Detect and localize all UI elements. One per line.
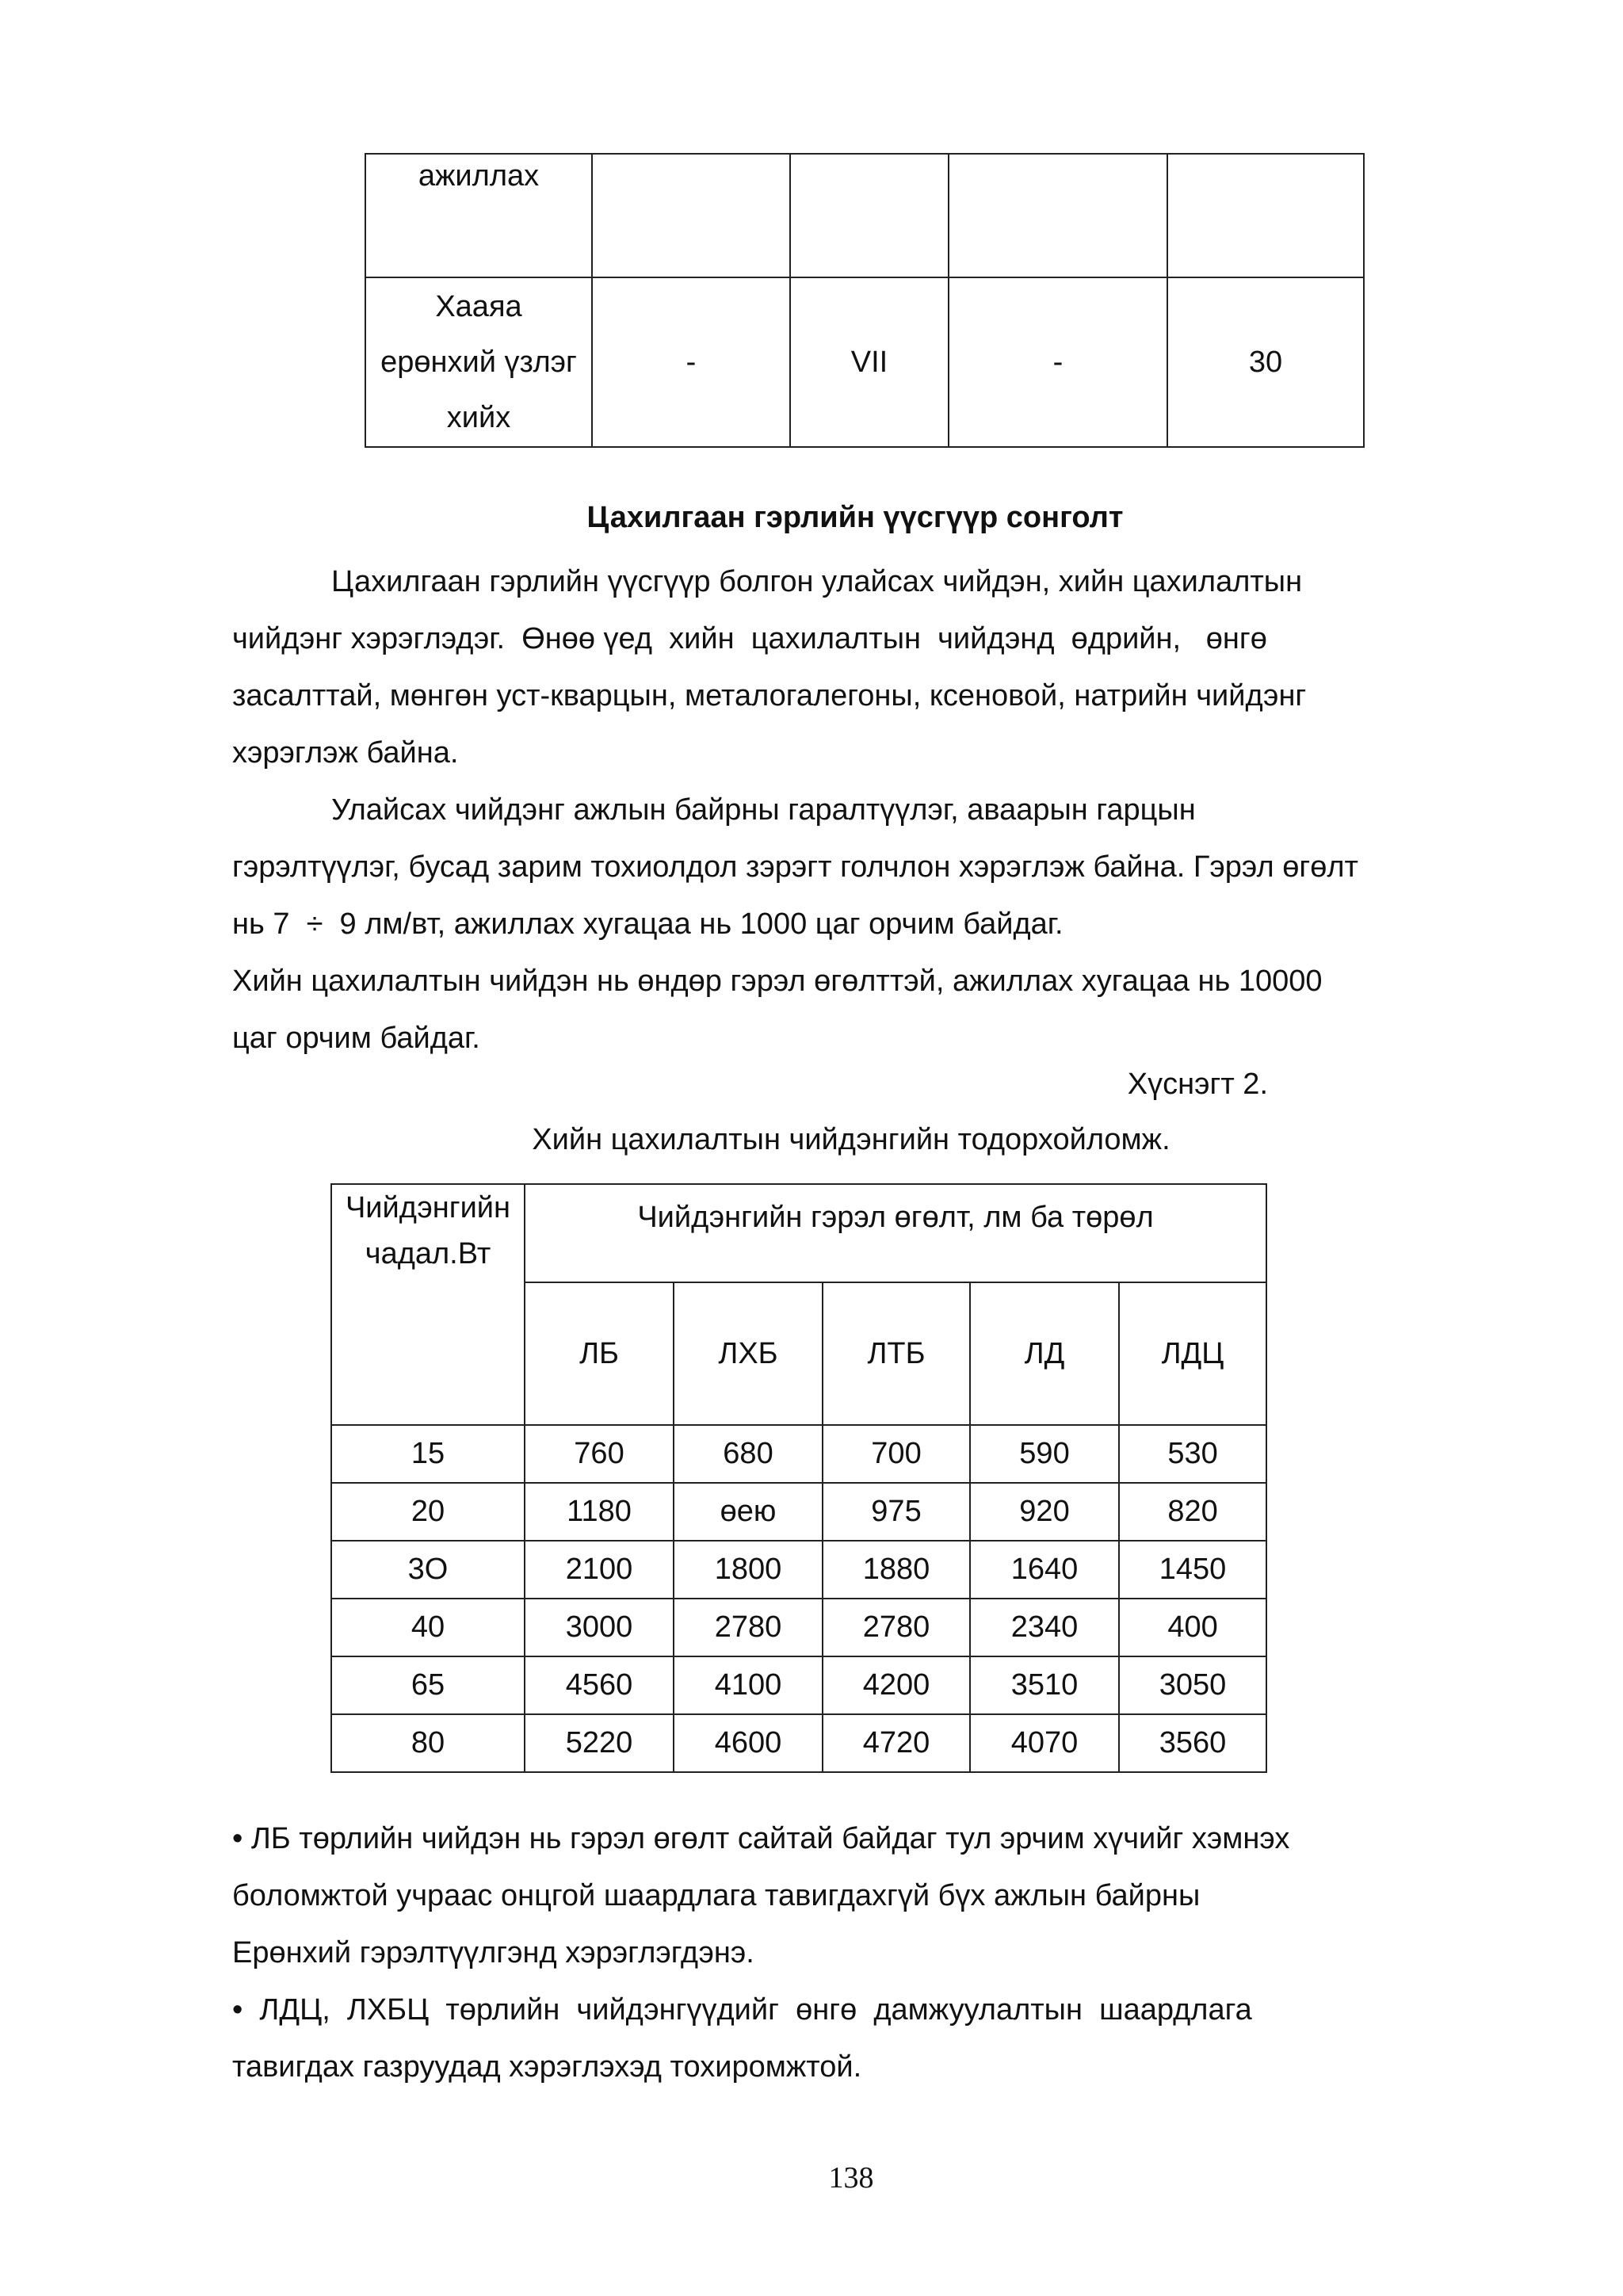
table-cell: 1640: [970, 1541, 1119, 1599]
text-line: засалттай, мөнгөн уст-кварцын, металогалегоны, ксеновой, натрийн чийдэнг: [232, 679, 1307, 712]
table-cell: 15: [331, 1425, 525, 1483]
page-number: 138: [828, 2161, 874, 2195]
text-line: нь 7 ÷ 9 лм/вт, ажиллах хугацаа нь 1000 цаг орчим байдаг.: [232, 907, 1064, 941]
text-line: боломжтой учраас онцгой шаардлага тавигдахгүй бүх ажлын байрны: [232, 1879, 1201, 1912]
table-cell: 680: [674, 1425, 823, 1483]
table-cell: 760: [525, 1425, 674, 1483]
text-line: хэрэглэж байна.: [232, 736, 459, 770]
text-line: • ЛДЦ, ЛХБЦ төрлийн чийдэнгүүдийг өнгө дамжуулалтын шаардлага: [232, 1993, 1252, 2027]
line-text: Цахилгаан гэрлийн үүсгүүр болгон улайсах чийдэн, хийн цахилалтын: [331, 565, 1303, 598]
table-cell: 2780: [823, 1599, 970, 1656]
header-line: Чийдэнгийн: [345, 1191, 511, 1224]
schedule-table-continuation: [365, 153, 1365, 448]
table-row: [331, 1541, 1266, 1599]
text-line: цаг орчим байдаг.: [232, 1022, 480, 1055]
table-cell: 1800: [674, 1541, 823, 1599]
paragraph-1: [232, 553, 1468, 781]
table-row: [365, 277, 1364, 447]
text-line: [232, 781, 1468, 839]
text-line: тавигдах газруудад хэрэглэхэд тохиромжтой.: [232, 2050, 862, 2084]
table-cell: 3560: [1119, 1714, 1266, 1772]
table-row: [365, 154, 1364, 277]
table-cell: [790, 154, 949, 277]
header-line: чадал.Вт: [365, 1237, 491, 1270]
cell-line: Хааяа: [435, 290, 522, 323]
table-cell: 590: [970, 1425, 1119, 1483]
table-cell: 975: [823, 1483, 970, 1541]
table-cell: 920: [970, 1483, 1119, 1541]
text-line: Хийн цахилалтын чийдэн нь өндөр гэрэл өгөлттэй, ажиллах хугацаа нь 10000: [232, 965, 1323, 998]
header-type: ЛД: [970, 1282, 1119, 1425]
lamp-characteristics-table: [330, 1183, 1267, 1773]
table-cell: 2100: [525, 1541, 674, 1599]
table-cell: 3510: [970, 1656, 1119, 1714]
header-type: ЛХБ: [674, 1282, 823, 1425]
table-cell: 1880: [823, 1541, 970, 1599]
table-cell: 4560: [525, 1656, 674, 1714]
bullet-item-1: [232, 1810, 1405, 1981]
paragraph-3: [232, 953, 1468, 1067]
table-cell: 3000: [525, 1599, 674, 1656]
table-row: [331, 1483, 1266, 1541]
table-cell: [949, 154, 1167, 277]
table-cell: -: [949, 277, 1167, 447]
table-cell: 1180: [525, 1483, 674, 1541]
table-row: [331, 1599, 1266, 1656]
cell-line: хийх: [446, 401, 511, 434]
table-cell: 5220: [525, 1714, 674, 1772]
section-heading: Цахилгаан гэрлийн үүсгүүр сонголт: [586, 501, 1124, 534]
table-cell: 820: [1119, 1483, 1266, 1541]
table-cell: 2340: [970, 1599, 1119, 1656]
header-type: ЛБ: [525, 1282, 674, 1425]
table-number: Хүснэгт 2.: [1127, 1068, 1268, 1101]
table-cell: 80: [331, 1714, 525, 1772]
table-cell: 40: [331, 1599, 525, 1656]
text-line: Ерөнхий гэрэлтүүлгэнд хэрэглэгдэнэ.: [232, 1936, 754, 1969]
table-cell: 20: [331, 1483, 525, 1541]
header-type: ЛТБ: [823, 1282, 970, 1425]
header-type: ЛДЦ: [1119, 1282, 1266, 1425]
text-line: • ЛБ төрлийн чийдэн нь гэрэл өгөлт сайтай байдаг тул эрчим хүчийг хэмнэх: [232, 1822, 1290, 1855]
text-line: гэрэлтүүлэг, бусад зарим тохиолдол зэрэгт голчлон хэрэглэж байна. Гэрэл өгөлт: [232, 850, 1358, 884]
paragraph-2: [232, 781, 1468, 953]
table-header-row: [331, 1184, 1266, 1282]
table-cell: VII: [790, 277, 949, 447]
bullet-item-2: [232, 1981, 1405, 2095]
text-line: [232, 553, 1468, 610]
table-cell: [1167, 154, 1364, 277]
line-text: Улайсах чийдэнг ажлын байрны гаралтүүлэг, аваарын гарцын: [331, 793, 1196, 827]
table-cell: ажиллах: [365, 154, 592, 277]
table-cell: 3О: [331, 1541, 525, 1599]
table-cell: [365, 277, 592, 447]
table-cell: 400: [1119, 1599, 1266, 1656]
table-title: Хийн цахилалтын чийдэнгийн тодорхойломж.: [532, 1123, 1170, 1156]
table-cell: 65: [331, 1656, 525, 1714]
table-cell: 530: [1119, 1425, 1266, 1483]
header-luminous-output: Чийдэнгийн гэрэл өгөлт, лм ба төрөл: [525, 1184, 1266, 1282]
table-cell: 3050: [1119, 1656, 1266, 1714]
table-row: [331, 1714, 1266, 1772]
table-cell: 1450: [1119, 1541, 1266, 1599]
table-cell: 4600: [674, 1714, 823, 1772]
table-cell: 4100: [674, 1656, 823, 1714]
table-row: [331, 1656, 1266, 1714]
table-cell: 700: [823, 1425, 970, 1483]
table-row: [331, 1425, 1266, 1483]
header-lamp-power: [331, 1184, 525, 1425]
table-cell: 2780: [674, 1599, 823, 1656]
table-cell: [592, 154, 790, 277]
table-cell: өею: [674, 1483, 823, 1541]
table-cell: 4200: [823, 1656, 970, 1714]
text-line: чийдэнг хэрэглэдэг. Өнөө үед хийн цахилалтын чийдэнд өдрийн, өнгө: [232, 622, 1267, 655]
table-cell: -: [592, 277, 790, 447]
table-cell: 30: [1167, 277, 1364, 447]
table-cell: 4720: [823, 1714, 970, 1772]
cell-line: ерөнхий үзлэг: [380, 346, 577, 379]
table-cell: 4070: [970, 1714, 1119, 1772]
